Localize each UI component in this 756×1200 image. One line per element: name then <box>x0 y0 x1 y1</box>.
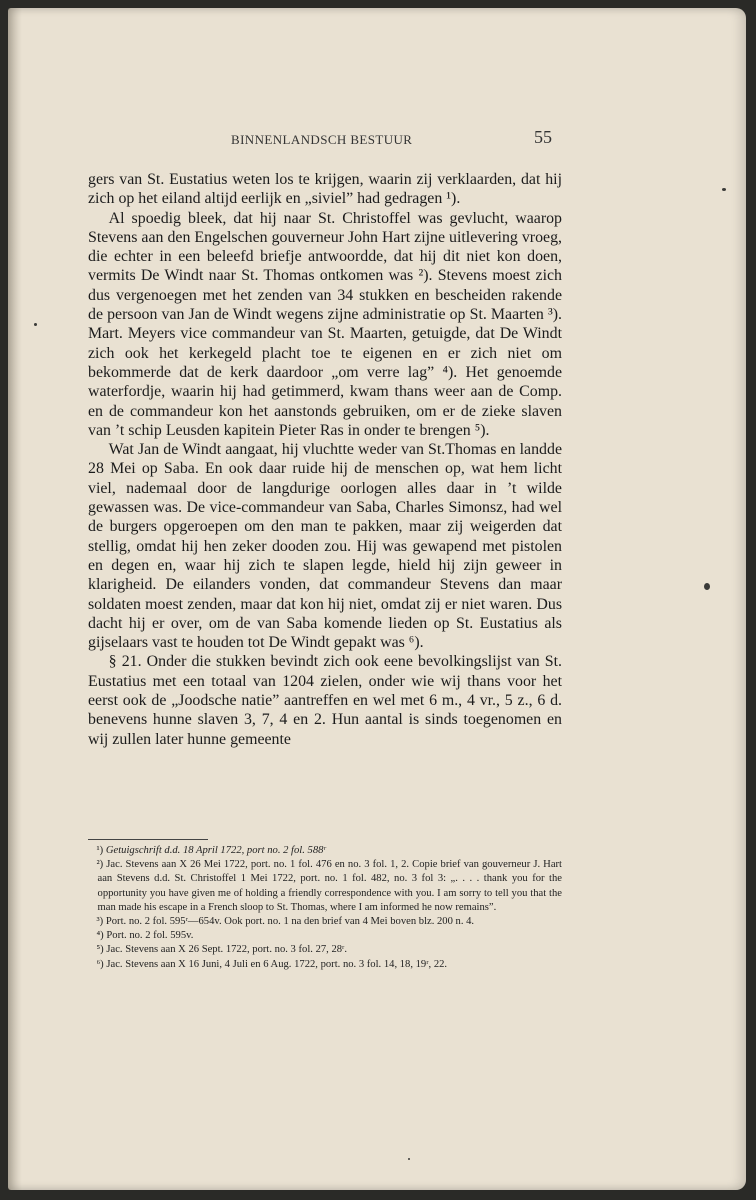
footnote-marker: ¹) <box>96 845 104 856</box>
footnote-marker: ³) <box>96 916 104 928</box>
footnote <box>88 915 562 929</box>
running-title: BINNENLANDSCH BESTUUR <box>231 132 413 147</box>
paragraph: Al spoedig bleek, dat hij naar St. Christoffel was gevlucht, waarop Stevens aan den Engelschen gouverneur John Hart zijne uitlevering vroeg, die echter in een beleefd briefje antwoordde, dat hij dit niet kon doen, vermits De Windt naar St. Thomas ontkomen was ²). Stevens moest zich dus vergenoegen met het zenden van 34 stukken en bescheiden rakende de persoon van Jan de Windt wegens zijne administratie op St. Maarten ³). Mart. Meyers vice commandeur van St. Maarten, getuigde, dat De Windt zich ook het kerkegeld placht toe te eigenen en er zich niet om bekommerde dat de kerk daardoor „om verre lag” ⁴). Het genoemde waterfordje, waarin hij had getimmerd, kwam thans weer aan de Comp. en de commandeur kon het aanstonds gebruiken, om er de zieke slaven van ’t schip Leusden kapitein Pieter Ras in onder te brengen ⁵). <box>88 209 562 439</box>
footnote <box>88 929 562 943</box>
footnote-text: Getuigschrift d.d. 18 April 1722, port no. 2 fol. 588ʳ <box>105 845 326 856</box>
footnote-text: Jac. Stevens aan X 26 Mei 1722, port. no. 1 fol. 476 en no. 3 fol. 1, 2. Copie brief van gouverneur J. Hart aan Stevens d.d. St. Christoffel 1 Mei 1722, port. no. 1 fol. 482, no. 3 fol 3: „. . . . thank you for the opportunity you have given me of holding a friendly correspondence with you. I am sorry to tell you that the man made his escape in a French sloop to St. Thomas, where I am informed he now remains”. <box>97 859 562 913</box>
footnote <box>88 958 562 972</box>
footnote-marker: ⁶) <box>96 958 104 970</box>
main-text <box>88 170 562 749</box>
paper-speck <box>722 188 726 191</box>
footnote-text: Port. no. 2 fol. 595v. <box>106 930 194 942</box>
footnote <box>88 943 562 957</box>
paragraph: § 21. Onder die stukken bevindt zich ook eene bevolkingslijst van St. Eustatius met een totaal van 1204 zielen, onder wie wij thans voor het eerst ook de „Joodsche natie” aantreffen en wel met 6 m., 4 vr., 5 z., 6 d. benevens hunne slaven 3, 7, 4 en 2. Hun aantal is sinds toegenomen en wij zullen later hunne gemeente <box>88 653 562 748</box>
paper-speck <box>34 323 37 326</box>
footnote-marker: ⁴) <box>96 930 104 942</box>
paper-speck <box>704 583 710 590</box>
footnote-marker: ²) <box>96 859 104 871</box>
footnote-text: Jac. Stevens aan X 16 Juni, 4 Juli en 6 Aug. 1722, port. no. 3 fol. 14, 18, 19ʳ, 22. <box>106 958 448 970</box>
footnote <box>88 844 562 858</box>
footnote-text: Port. no. 2 fol. 595ʳ—654v. Ook port. no. 1 na den brief van 4 Mei boven blz. 200 n. 4. <box>105 916 475 928</box>
book-page <box>8 8 746 1190</box>
paragraph: gers van St. Eustatius weten los te krijgen, waarin zij verklaarden, dat hij zich op het eiland altijd eerlijk en „siviel” had gedragen ¹). <box>88 171 562 208</box>
footnote-text: Jac. Stevens aan X 26 Sept. 1722, port. no. 3 fol. 27, 28ʳ. <box>106 944 348 956</box>
footnotes <box>88 844 562 972</box>
footnote <box>88 858 562 915</box>
paragraph: Wat Jan de Windt aangaat, hij vluchtte weder van St.Thomas en landde 28 Mei op Saba. En ook daar ruide hij de menschen op, wat hem licht viel, nademaal door de langdurige oorlogen alles daar in ’t wilde gewassen was. De vice-commandeur van Saba, Charles Simonsz, had wel de burgers opgeroepen om den man te pakken, maar zij weigerden dat stellig, omdat hij hen zeker dooden zou. Hij was gewapend met pistolen en degen en, waar hij zich te slapen legde, hield hij zijn geweer in klarigheid. De eilanders vonden, dat commandeur Stevens dan maar soldaten moest zenden, maar dat kon hij niet, omdat zij er niet waren. Dus dacht hij er over, om de van Saba komende lieden op St. Eustatius als gijselaars vast te houden tot De Windt gepakt was ⁶). <box>88 441 562 652</box>
page-number: 55 <box>534 127 552 147</box>
footnote-marker: ⁵) <box>96 944 104 956</box>
footnote-rule <box>88 839 208 840</box>
paper-speck <box>408 1158 410 1160</box>
